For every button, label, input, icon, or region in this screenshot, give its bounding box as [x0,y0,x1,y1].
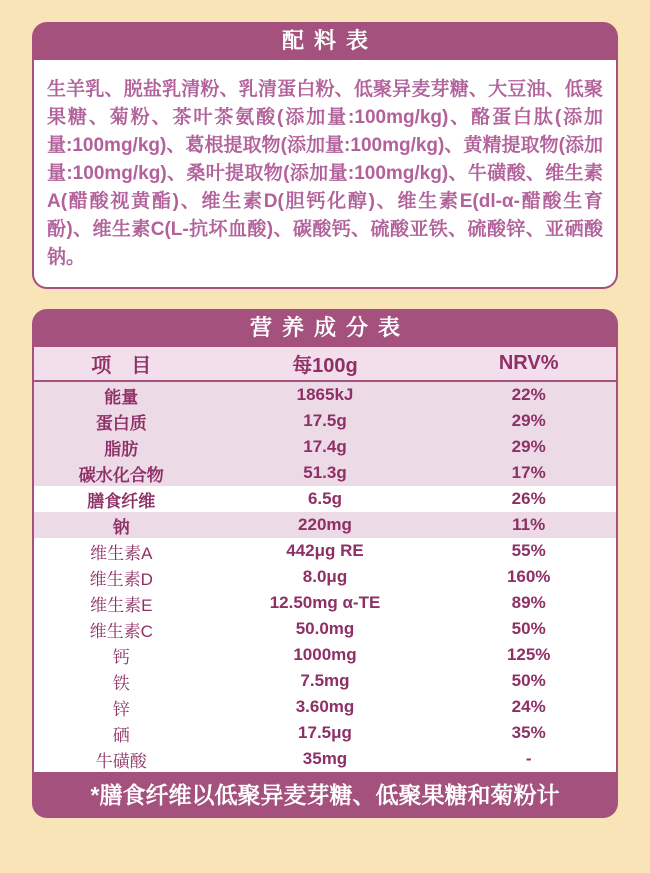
nutrient-nrv: 17% [511,463,546,482]
table-row [34,382,616,408]
nutrient-amount: 7.5mg [300,671,350,690]
table-row [34,408,616,434]
nutrient-name: 膳食纤维 [87,491,156,511]
table-row [34,616,616,642]
nutrient-nrv: 11% [512,515,546,534]
nutrient-name: 牛磺酸 [95,751,147,771]
column-header-item: 项 目 [91,355,152,377]
nutrient-amount: 51.3g [303,463,347,482]
nutrition-table-header [32,347,618,382]
ingredients-card [32,0,618,289]
ingredients-card-title: 配料表 [32,22,618,60]
table-row [34,720,616,746]
nutrient-nrv: 55% [511,541,546,560]
nutrient-nrv: 26% [511,489,546,508]
column-header-per100g: 每100g [292,355,358,377]
nutrient-nrv: 35% [511,723,546,742]
nutrient-nrv: 22% [511,385,546,404]
table-row [34,486,616,512]
table-row [34,668,616,694]
nutrient-nrv: 89% [511,593,546,612]
nutrient-amount: 50.0mg [295,619,355,638]
nutrition-table-body [32,382,618,772]
nutrient-amount: 17.4g [303,437,347,456]
nutrient-amount: 17.5g [303,411,347,430]
nutrient-amount: 220mg [298,515,352,534]
nutrient-amount: 3.60mg [295,697,355,716]
ingredients-text: 生羊乳、脱盐乳清粉、乳清蛋白粉、低聚异麦芽糖、大豆油、低聚果糖、菊粉、茶叶茶氨酸(添加量:100mg/kg)、酪蛋白肽(添加量:100mg/kg)、葛根提取物(添加量:100mg/kg)、黄精提取物(添加量:100mg/kg)、桑叶提取物(添加量:100mg/kg)、牛磺酸、维生素A(醋酸视黄酯)、维生素D(胆钙化醇)、维生素E(dl-α-醋酸生育酚)、维生素C(L-抗坏血酸)、碳酸钙、硫酸亚铁、硫酸锌、亚硒酸钠。 [32,60,618,289]
table-row [34,460,616,486]
nutrient-name: 铁 [112,673,130,693]
table-row [34,512,616,538]
nutrient-nrv: - [525,749,532,768]
table-row [34,746,616,772]
nutrient-amount: 35mg [302,749,348,768]
column-header-nrv: NRV% [498,352,559,374]
nutrient-name: 维生素C [89,621,153,641]
nutrient-name: 锌 [112,699,130,719]
nutrition-card-title: 营养成分表 [32,309,618,347]
nutrient-name: 碳水化合物 [78,465,164,485]
nutrient-amount: 8.0μg [302,567,348,586]
nutrient-nrv: 29% [511,437,546,456]
table-row [34,694,616,720]
nutrient-amount: 442μg RE [286,541,364,560]
nutrient-name: 维生素E [90,595,153,615]
nutrient-name: 维生素A [90,543,153,563]
nutrient-nrv: 24% [511,697,546,716]
nutrient-amount: 1865kJ [296,385,354,404]
nutrient-nrv: 50% [511,619,546,638]
table-row [34,564,616,590]
dietary-fiber-footnote: *膳食纤维以低聚异麦芽糖、低聚果糖和菊粉计 [32,772,618,818]
table-row [34,642,616,668]
nutrient-amount: 6.5g [307,489,342,508]
nutrient-name: 钙 [112,647,130,667]
nutrient-name: 维生素D [89,569,153,589]
nutrient-name: 脂肪 [104,439,139,459]
table-row [34,590,616,616]
nutrient-amount: 17.5μg [298,723,352,742]
nutrient-nrv: 29% [511,411,546,430]
nutrient-amount: 12.50mg α-TE [269,593,381,612]
nutrient-amount: 1000mg [293,645,357,664]
table-row [34,538,616,564]
nutrient-nrv: 125% [506,645,551,664]
nutrient-name: 蛋白质 [95,413,147,433]
nutrient-name: 钠 [112,517,130,537]
nutrient-nrv: 50% [511,671,546,690]
table-row [34,434,616,460]
nutrient-name: 硒 [112,725,130,745]
nutrient-name: 能量 [104,387,139,407]
nutrient-nrv: 160% [506,567,551,586]
nutrition-facts-card [32,309,618,818]
